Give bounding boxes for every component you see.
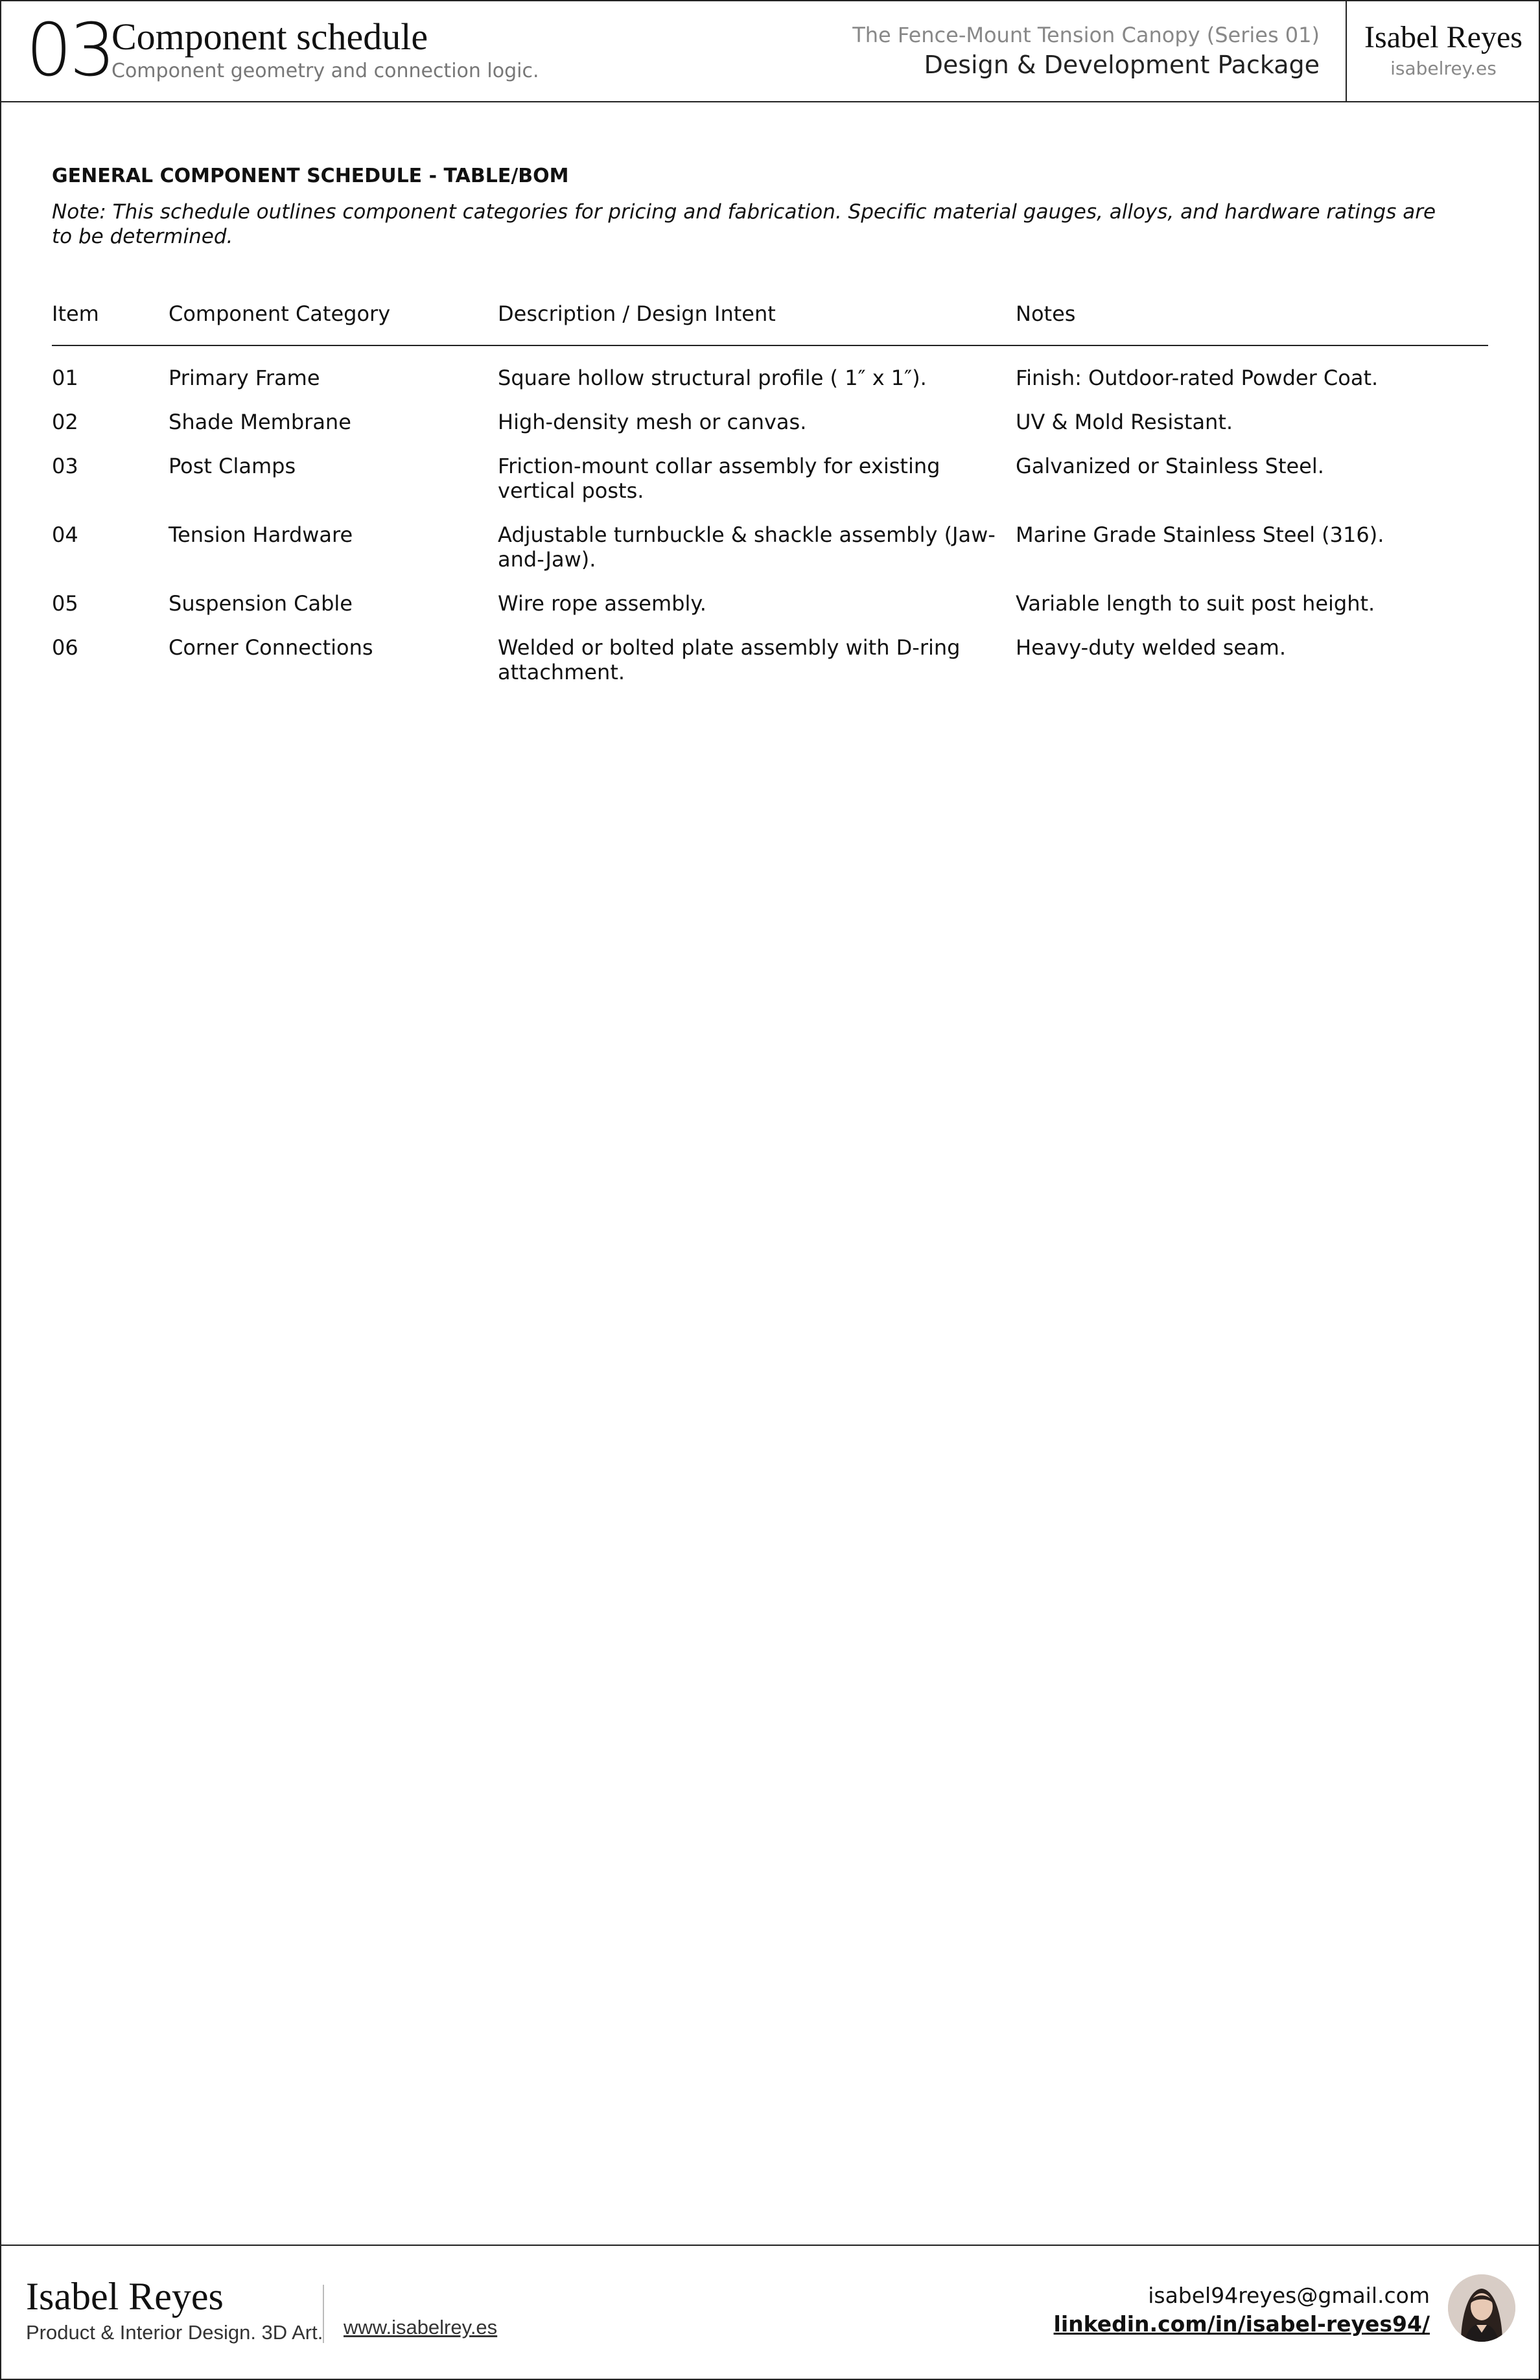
table-row — [52, 410, 1488, 454]
section-subtitle: Component geometry and connection logic. — [111, 60, 539, 82]
component-category: Tension Hardware — [169, 522, 353, 547]
component-schedule-table — [52, 298, 1488, 704]
package-name: Design & Development Package — [924, 51, 1320, 79]
table-header-row — [52, 298, 1488, 346]
email-link[interactable]: isabel94reyes@gmail.com — [1148, 2283, 1430, 2308]
item-number: 06 — [52, 635, 78, 660]
column-header-category: Component Category — [169, 301, 391, 326]
column-header-notes: Notes — [1016, 301, 1076, 326]
column-header-description: Description / Design Intent — [498, 301, 776, 326]
page-footer — [0, 2245, 1540, 2380]
component-category: Post Clamps — [169, 454, 296, 478]
component-notes: Marine Grade Stainless Steel (316). — [1016, 522, 1384, 547]
table-row — [52, 454, 1488, 522]
website-link[interactable]: www.isabelrey.es — [344, 2316, 498, 2339]
item-number: 01 — [52, 366, 78, 390]
component-notes: UV & Mold Resistant. — [1016, 410, 1233, 434]
component-notes: Variable length to suit post height. — [1016, 591, 1375, 616]
footer-name: Isabel Reyes — [26, 2275, 224, 2318]
section-title: Component schedule — [111, 16, 428, 58]
header-author-site: isabelrey.es — [1390, 58, 1497, 79]
project-name: The Fence-Mount Tension Canopy (Series 01) — [852, 23, 1320, 47]
component-category: Suspension Cable — [169, 591, 353, 616]
component-category: Corner Connections — [169, 635, 373, 660]
component-notes: Finish: Outdoor-rated Powder Coat. — [1016, 366, 1379, 390]
component-description: Friction-mount collar assembly for existing vertical posts. — [498, 454, 940, 503]
item-number: 03 — [52, 454, 78, 478]
table-row — [52, 366, 1488, 410]
component-description: Wire rope assembly. — [498, 591, 706, 616]
column-header-item: Item — [52, 301, 99, 326]
footer-role: Product & Interior Design. 3D Art. — [26, 2321, 323, 2344]
footer-divider — [323, 2285, 324, 2343]
component-notes: Galvanized or Stainless Steel. — [1016, 454, 1324, 478]
component-category: Shade Membrane — [169, 410, 351, 434]
component-notes: Heavy-duty welded seam. — [1016, 635, 1287, 660]
table-row — [52, 635, 1488, 704]
linkedin-link[interactable]: linkedin.com/in/isabel-reyes94/ — [1053, 2311, 1430, 2337]
item-number: 05 — [52, 591, 78, 616]
schedule-note: Note: This schedule outlines component categories for pricing and fabrication. Specific material gauges, alloys, and hardware ratings are to be determined. — [52, 200, 1436, 248]
component-category: Primary Frame — [169, 366, 320, 390]
component-description: Adjustable turnbuckle & shackle assembly (Jaw-and-Jaw). — [498, 522, 996, 572]
item-number: 02 — [52, 410, 78, 434]
section-number: 03 — [26, 8, 113, 93]
page-header — [0, 0, 1540, 102]
avatar — [1448, 2274, 1515, 2342]
component-description: Square hollow structural profile ( 1″ x 1″). — [498, 366, 927, 390]
header-author-name: Isabel Reyes — [1364, 20, 1522, 54]
table-row — [52, 522, 1488, 591]
table-row — [52, 591, 1488, 635]
component-description: High-density mesh or canvas. — [498, 410, 807, 434]
portrait-photo-icon — [1448, 2274, 1515, 2342]
component-description: Welded or bolted plate assembly with D-ring attachment. — [498, 635, 961, 684]
schedule-title: GENERAL COMPONENT SCHEDULE - TABLE/BOM — [52, 165, 569, 187]
item-number: 04 — [52, 522, 78, 547]
